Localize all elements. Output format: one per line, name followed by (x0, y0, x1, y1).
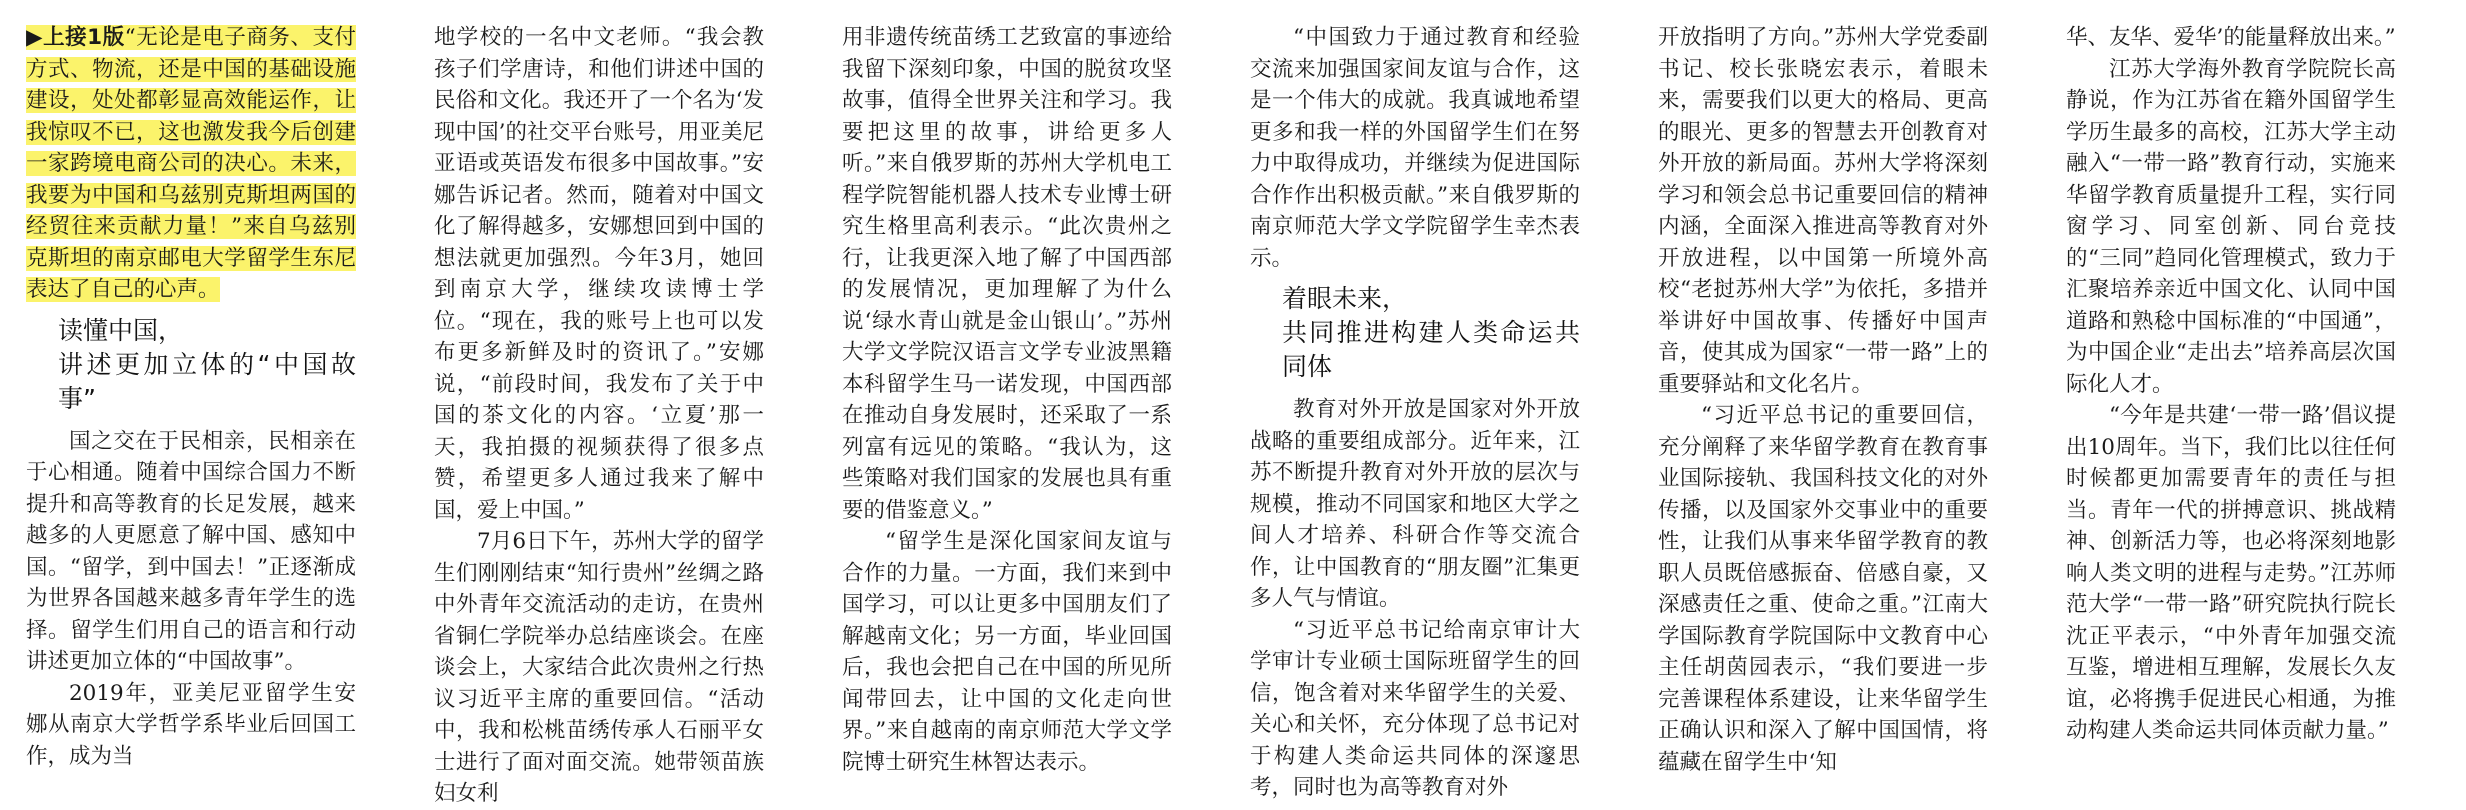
body-paragraph: 地学校的一名中文老师。“我会教孩子们学唐诗，和他们讲述中国的民俗和文化。我还开了一个名为‘发现中国’的社交平台账号，用亚美尼亚语或英语发布很多中国故事。”安娜告诉记者。然而，随着对中国文化了解得越多，安娜想回到中国的想法就更加强烈。今年3月，她回到南京大学，继续攻读博士学位。“现在，我的账号上也可以发布更多新鲜及时的资讯了。”安娜说，“前段时间，我发布了关于中国的茶文化的内容。‘立夏’那一天，我拍摄的视频获得了很多点赞，希望更多人通过我来了解中国，爱上中国。” (434, 25, 764, 523)
body-paragraph: 国之交在于民相亲，民相亲在于心相通。随着中国综合国力不断提升和高等教育的长足发展，越来越多的人更愿意了解中国、感知中国。“留学，到中国去！”正逐渐成为世界各国越来越多青年学生的选择。留学生们用自己的语言和行动讲述更加立体的“中国故事”。 (26, 428, 356, 674)
body-paragraph: 江苏大学海外教育学院院长高静说，作为江苏省在籍外国留学生学历生最多的高校，江苏大学主动融入“一带一路”教育行动，实施来华留学教育质量提升工程，实行同窗学习、同室创新、同台竞技的“三同”趋同化管理模式，致力于汇聚培养亲近中国文化、认同中国道路和熟稔中国标准的“中国通”，为中国企业“走出去”培养高层次国际化人才。 (2066, 56, 2396, 397)
section-heading-2-line-1: 着眼未来， (1282, 284, 1408, 313)
article-column-3 (842, 22, 1172, 778)
section-heading-1 (26, 314, 356, 416)
article-column-1 (26, 22, 356, 772)
section-heading-1-line-1: 读懂中国， (58, 315, 184, 345)
section-heading-2-line-2: 共同推进构建人类命运共同体 (1282, 318, 1580, 381)
body-paragraph: “习近平总书记给南京审计大学审计专业硕士国际班留学生的回信，饱含着对来华留学生的关爱、关心和关怀，充分体现了总书记对于构建人类命运共同体的深邃思考，同时也为高等教育对外 (1250, 617, 1580, 800)
body-paragraph: 7月6日下午，苏州大学的留学生们刚刚结束“知行贵州”丝绸之路中外青年交流活动的走访，在贵州省铜仁学院举办总结座谈会。在座谈会上，大家结合此次贵州之行热议习近平主席的重要回信。“活动中，我和松桃苗绣传承人石丽平女士进行了面对面交流。她带领苗族妇女利 (434, 529, 764, 806)
article-column-5 (1658, 22, 1988, 778)
body-paragraph: 华、友华、爱华’的能量释放出来。” (2066, 25, 2396, 50)
body-paragraph: 教育对外开放是国家对外开放战略的重要组成部分。近年来，江苏不断提升教育对外开放的层次与规模，推动不同国家和地区大学之间人才培养、科研合作等交流合作，让中国教育的“朋友圈”汇集更多人气与情谊。 (1250, 397, 1580, 611)
body-paragraph: 2019年，亚美尼亚留学生安娜从南京大学哲学系毕业后回国工作，成为当 (26, 680, 356, 769)
article-column-6 (2066, 22, 2396, 747)
article-column-4 (1250, 22, 1580, 804)
highlighted-quote: “无论是电子商务、支付方式、物流，还是中国的基础设施建设，处处都彰显高效能运作，让我惊叹不已，这也激发我今后创建一家跨境电商公司的决心。未来，我要为中国和乌兹别克斯坦两国的经贸往来贡献力量！”来自乌兹别克斯坦的南京邮电大学留学生东尼表达了自己的心声。 (26, 25, 356, 302)
section-heading-1-line-2: 讲述更加立体的“中国故事” (58, 349, 356, 413)
continued-from-tag: ▶上接1版 (26, 25, 125, 50)
body-paragraph: “今年是共建‘一带一路’倡议提出10周年。当下，我们比以往任何时候都更加需要青年的责任与担当。青年一代的拼搏意识、挑战精神、创新活力等，也必将深刻地影响人类文明的进程与走势。”江苏师范大学“一带一路”研究院执行院长沈正平表示，“中外青年加强交流互鉴，增进相互理解，发展长久友谊，必将携手促进民心相通，为推动构建人类命运共同体贡献力量。” (2066, 403, 2396, 743)
body-paragraph: “留学生是深化国家间友谊与合作的力量。一方面，我们来到中国学习，可以让更多中国朋友们了解越南文化；另一方面，毕业回国后，我也会把自己在中国的所见所闻带回去，让中国的文化走向世界。”来自越南的南京师范大学文学院博士研究生林智达表示。 (842, 529, 1172, 775)
lead-paragraph (26, 22, 356, 306)
body-paragraph: 开放指明了方向。”苏州大学党委副书记、校长张晓宏表示，着眼未来，需要我们以更大的格局、更高的眼光、更多的智慧去开创教育对外开放的新局面。苏州大学将深刻学习和领会总书记重要回信的精神内涵，全面深入推进高等教育对外开放进程，以中国第一所境外高校“老挝苏州大学”为依托，多措并举讲好中国故事、传播好中国声音，使其成为国家“一带一路”上的重要驿站和文化名片。 (1658, 25, 1988, 397)
article-column-2 (434, 22, 764, 810)
section-heading-2 (1250, 282, 1580, 384)
body-paragraph: “习近平总书记的重要回信，充分阐释了来华留学教育在教育事业国际接轨、我国科技文化的对外传播，以及国家外交事业中的重要性，让我们从事来华留学教育的教职人员既倍感振奋、倍感自豪，又深感责任之重、使命之重。”江南大学国际教育学院国际中文教育中心主任胡茵园表示，“我们要进一步完善课程体系建设，让来华留学生正确认识和深入了解中国国情，将蕴藏在留学生中‘知 (1658, 403, 1988, 775)
body-paragraph: 用非遗传统苗绣工艺致富的事迹给我留下深刻印象，中国的脱贫攻坚故事，值得全世界关注和学习。我要把这里的故事，讲给更多人听。”来自俄罗斯的苏州大学机电工程学院智能机器人技术专业博士研究生格里高利表示。“此次贵州之行，让我更深入地了解了中国西部的发展情况，更加理解了为什么说‘绿水青山就是金山银山’。”苏州大学文学院汉语言文学专业波黑籍本科留学生马一诺发现，中国西部在推动自身发展时，还采取了一系列富有远见的策略。“我认为，这些策略对我们国家的发展也具有重要的借鉴意义。” (842, 25, 1172, 523)
body-paragraph: “中国致力于通过教育和经验交流来加强国家间友谊与合作，这是一个伟大的成就。我真诚地希望更多和我一样的外国留学生们在努力中取得成功，并继续为促进国际合作作出积极贡献。”来自俄罗斯的南京师范大学文学院留学生幸杰表示。 (1250, 25, 1580, 271)
